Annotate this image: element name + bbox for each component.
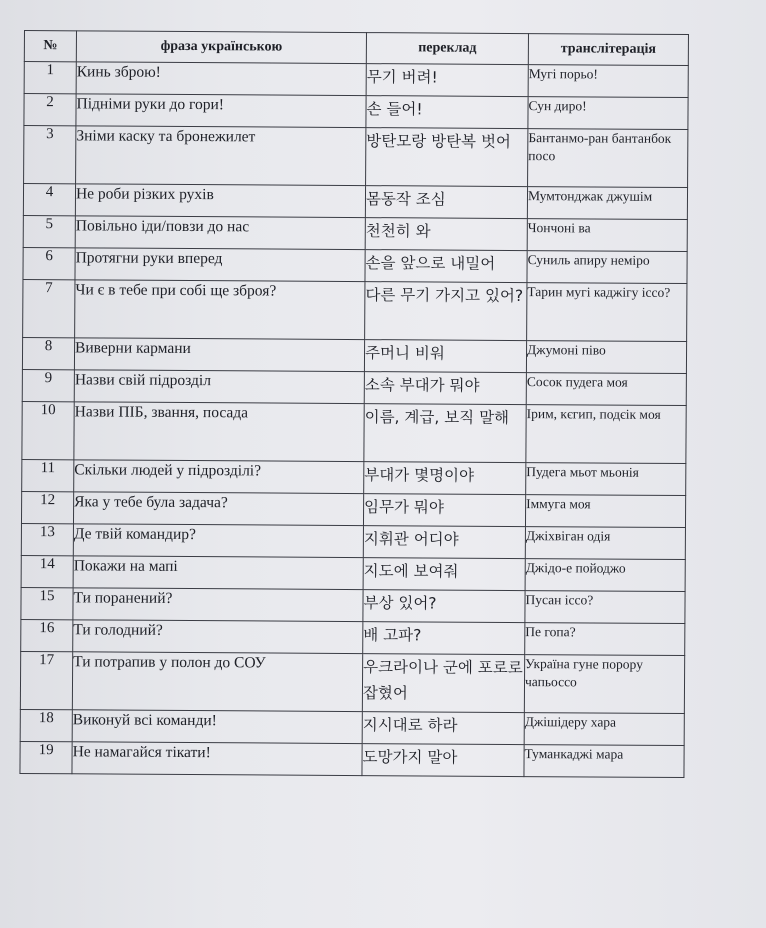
table-row [23,184,687,220]
korean-translation: 손을 앞으로 내밀어 [365,250,527,283]
header-translation: переклад [366,33,528,65]
row-number: 14 [21,555,73,587]
table-row [20,651,684,713]
row-number: 18 [20,709,72,741]
transliteration: Чончоні ва [527,219,687,252]
row-number: 19 [20,741,72,773]
ukrainian-phrase: Де твій командир? [73,524,363,558]
korean-translation: 천천히 와 [365,218,527,251]
ukrainian-phrase: Підніми руки до гори! [76,94,366,128]
ukrainian-phrase: Повільно іди/повзи до нас [75,216,365,250]
transliteration: Джідо-е пойоджо [525,559,685,592]
ukrainian-phrase: Чи є в тебе при собі ще зброя? [75,280,365,340]
phrase-table [19,30,689,778]
ukrainian-phrase: Протягни руки вперед [75,248,365,282]
korean-translation: 몸동작 조심 [365,186,527,219]
row-number: 16 [21,619,73,651]
table-row [24,94,688,130]
transliteration: Тарин мугі каджігу іссо? [527,283,687,342]
ukrainian-phrase: Виконуй всі команди! [72,710,362,744]
row-number: 6 [23,247,75,279]
transliteration: Джішідеру хара [524,713,684,746]
ukrainian-phrase: Назви свій підрозділ [74,370,364,404]
transliteration: Пе гопа? [525,623,685,656]
table-row [23,279,687,341]
table-row [22,337,686,373]
header-ukrainian: фраза українською [76,31,366,64]
korean-translation: 부대가 몇명이야 [364,462,526,495]
row-number: 13 [21,523,73,555]
row-number: 7 [23,279,75,337]
korean-translation: 배 고파? [363,622,525,655]
transliteration: Мугі порьо! [528,65,688,98]
table-row [21,587,685,623]
ukrainian-phrase: Виверни кармани [74,338,364,372]
table-row [24,126,688,188]
korean-translation: 지휘관 어디야 [363,526,525,559]
table-row [21,619,685,655]
korean-translation: 우크라이나 군에 포로로 잡혔어 [362,654,524,713]
korean-translation: 소속 부대가 뭐야 [364,372,526,405]
transliteration: Ірим, кєгип, подєік моя [526,405,686,464]
ukrainian-phrase: Кинь зброю! [76,62,366,96]
table-row [21,491,685,527]
row-number: 4 [23,184,75,216]
table-row [21,555,685,591]
table-row [24,62,688,98]
transliteration: Туманкаджі мара [524,745,684,778]
korean-translation: 도망가지 말아 [362,744,524,777]
transliteration: Сун диро! [528,97,688,130]
table-row [20,709,684,745]
row-number: 3 [24,126,76,184]
korean-translation: 부상 있어? [363,590,525,623]
transliteration: Джіхвіган одія [525,527,685,560]
korean-translation: 지도에 보여줘 [363,558,525,591]
transliteration: Джумоні піво [526,341,686,374]
row-number: 8 [22,337,74,369]
korean-translation: 손 들어! [366,96,528,129]
row-number: 2 [24,94,76,126]
transliteration: Пусан іссо? [525,591,685,624]
row-number: 15 [21,587,73,619]
row-number: 17 [20,651,72,709]
transliteration: Пудега мьот мьонія [526,463,686,496]
ukrainian-phrase: Покажи на мапі [73,556,363,590]
transliteration: Суниль апиру неміро [527,251,687,284]
korean-translation: 지시대로 하라 [362,712,524,745]
transliteration: Україна гуне пороpу чапьоссо [524,655,684,714]
ukrainian-phrase: Назви ПІБ, звання, посада [74,402,364,462]
transliteration: Бантанмо-ран бантанбок посо [528,129,688,188]
korean-translation: 무기 버려! [366,64,528,97]
ukrainian-phrase: Не намагайся тікати! [72,742,362,776]
transliteration: Іммуга моя [525,495,685,528]
table-row [22,401,686,463]
ukrainian-phrase: Ти поранений? [73,588,363,622]
table-row [23,247,687,283]
row-number: 9 [22,369,74,401]
ukrainian-phrase: Ти потрапив у полон до СОУ [72,652,362,712]
row-number: 1 [24,62,76,94]
table-row [22,369,686,405]
korean-translation: 다른 무기 가지고 있어? [365,282,527,341]
ukrainian-phrase: Не роби різких рухів [75,184,365,218]
table-header-row [24,31,688,66]
row-number: 12 [21,491,73,523]
transliteration: Сосок пудега моя [526,373,686,406]
korean-translation: 임무가 뭐야 [363,494,525,527]
header-number: № [24,31,76,62]
korean-translation: 이름, 계급, 보직 말해 [364,404,526,463]
row-number: 5 [23,215,75,247]
row-number: 11 [22,459,74,491]
ukrainian-phrase: Ти голодний? [73,620,363,654]
ukrainian-phrase: Яка у тебе була задача? [73,492,363,526]
ukrainian-phrase: Скільки людей у підрозділі? [74,460,364,494]
korean-translation: 방탄모랑 방탄복 벗어 [366,128,528,187]
row-number: 10 [22,401,74,459]
transliteration: Мумтонджак джушім [527,187,687,220]
korean-translation: 주머니 비워 [364,340,526,373]
table-row [22,459,686,495]
header-transliteration: транслітерація [528,34,688,66]
table-row [23,215,687,251]
table-row [20,741,684,777]
ukrainian-phrase: Зніми каску та бронежилет [76,126,366,186]
table-row [21,523,685,559]
